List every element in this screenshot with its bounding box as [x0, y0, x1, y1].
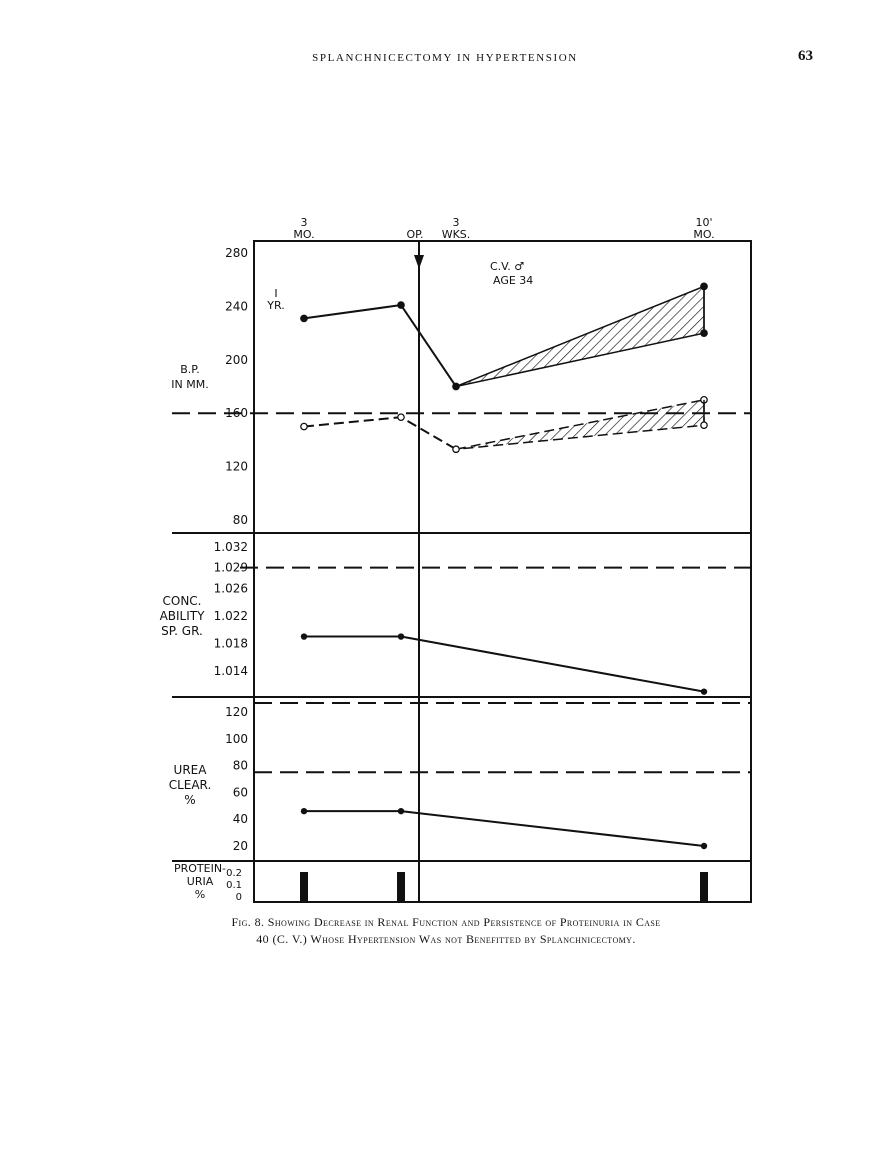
y-axis-title: ABILITY [159, 609, 205, 623]
annotation-age-label: AGE 34 [493, 274, 534, 287]
figure-frame [254, 241, 751, 902]
y-axis-title: % [184, 793, 196, 807]
y-axis-title: % [194, 888, 206, 901]
concentrating-ability-point [398, 633, 404, 639]
y-tick-label: 80 [232, 513, 248, 527]
urea-clearance-point [701, 843, 707, 849]
y-axis-title: IN MM. [171, 378, 209, 391]
y-tick-label: 280 [225, 246, 248, 260]
systolic-point [398, 302, 404, 308]
y-axis-title: CONC. [162, 594, 202, 608]
x-top-label: 3 [300, 216, 308, 229]
y-axis-title: YR. [267, 299, 285, 312]
diastolic-point [398, 414, 404, 420]
y-tick-label: 240 [225, 299, 248, 314]
diastolic-line [304, 417, 456, 449]
urea-clearance-line [304, 811, 704, 846]
x-top-label: MO. [693, 228, 715, 241]
concentrating-ability-line [304, 637, 704, 692]
x-top-label: OP. [406, 228, 424, 241]
y-tick-label: 120 [225, 459, 248, 474]
y-tick-label: 200 [225, 352, 248, 367]
y-tick-label: 0.2 [226, 868, 242, 879]
caption-line-1: Fig. 8. Showing Decrease in Renal Function and Persistence of Proteinuria in Case [231, 915, 661, 929]
y-tick-label: 1.014 [213, 664, 248, 678]
y-axis-title: URIA [186, 875, 214, 888]
diastolic-point [701, 422, 707, 428]
urea-clearance-point [398, 808, 404, 814]
proteinuria-bar [700, 872, 708, 901]
systolic-point [453, 383, 459, 389]
y-tick-label: 1.026 [213, 581, 248, 596]
y-axis-title: PROTEIN- [173, 862, 227, 875]
y-axis-title: CLEAR. [168, 778, 212, 792]
annotation-case-label: C.V. ♂ [490, 260, 525, 273]
y-tick-label: 1.022 [213, 608, 248, 623]
systolic-point [701, 330, 707, 336]
y-tick-label: 60 [232, 785, 248, 800]
y-axis-title: SP. GR. [161, 624, 203, 638]
y-tick-label: 1.029 [213, 560, 248, 575]
diastolic-range-band [456, 400, 704, 449]
urea-clearance-point [301, 808, 307, 814]
page-number: 63 [798, 48, 813, 64]
y-axis-title: I [274, 287, 278, 300]
x-top-label: 3 [452, 216, 460, 229]
y-axis-title: B.P. [180, 363, 200, 376]
y-tick-label: 0.1 [226, 880, 242, 891]
figure-caption [140, 914, 752, 948]
y-tick-label: 120 [225, 705, 248, 719]
caption-line-2: 40 (C. V.) Whose Hypertension Was not Benefitted by Splanchnicectomy. [256, 932, 636, 946]
y-axis-title: UREA [173, 763, 207, 777]
running-head: SPLANCHNICECTOMY IN HYPERTENSION [312, 52, 578, 64]
y-tick-label: 100 [225, 731, 248, 746]
y-tick-label: 20 [232, 839, 248, 853]
concentrating-ability-point [301, 633, 307, 639]
x-top-label: MO. [293, 228, 315, 241]
x-top-label: 10' [695, 216, 713, 229]
proteinuria-bar [397, 872, 405, 901]
concentrating-ability-point [701, 688, 707, 694]
y-tick-label: 0 [235, 892, 242, 903]
systolic-line [304, 305, 456, 386]
x-top-label: WKS. [441, 228, 471, 241]
y-tick-label: 1.032 [213, 540, 248, 554]
systolic-range-band [456, 286, 704, 386]
y-tick-label: 80 [232, 758, 248, 773]
diastolic-point [453, 446, 459, 452]
y-tick-label: 40 [232, 812, 248, 827]
y-tick-label: 160 [225, 406, 248, 421]
operation-arrow-icon [414, 255, 424, 269]
proteinuria-bar [300, 872, 308, 901]
diastolic-point [301, 423, 307, 429]
y-tick-label: 1.018 [213, 636, 248, 651]
systolic-point [301, 315, 307, 321]
